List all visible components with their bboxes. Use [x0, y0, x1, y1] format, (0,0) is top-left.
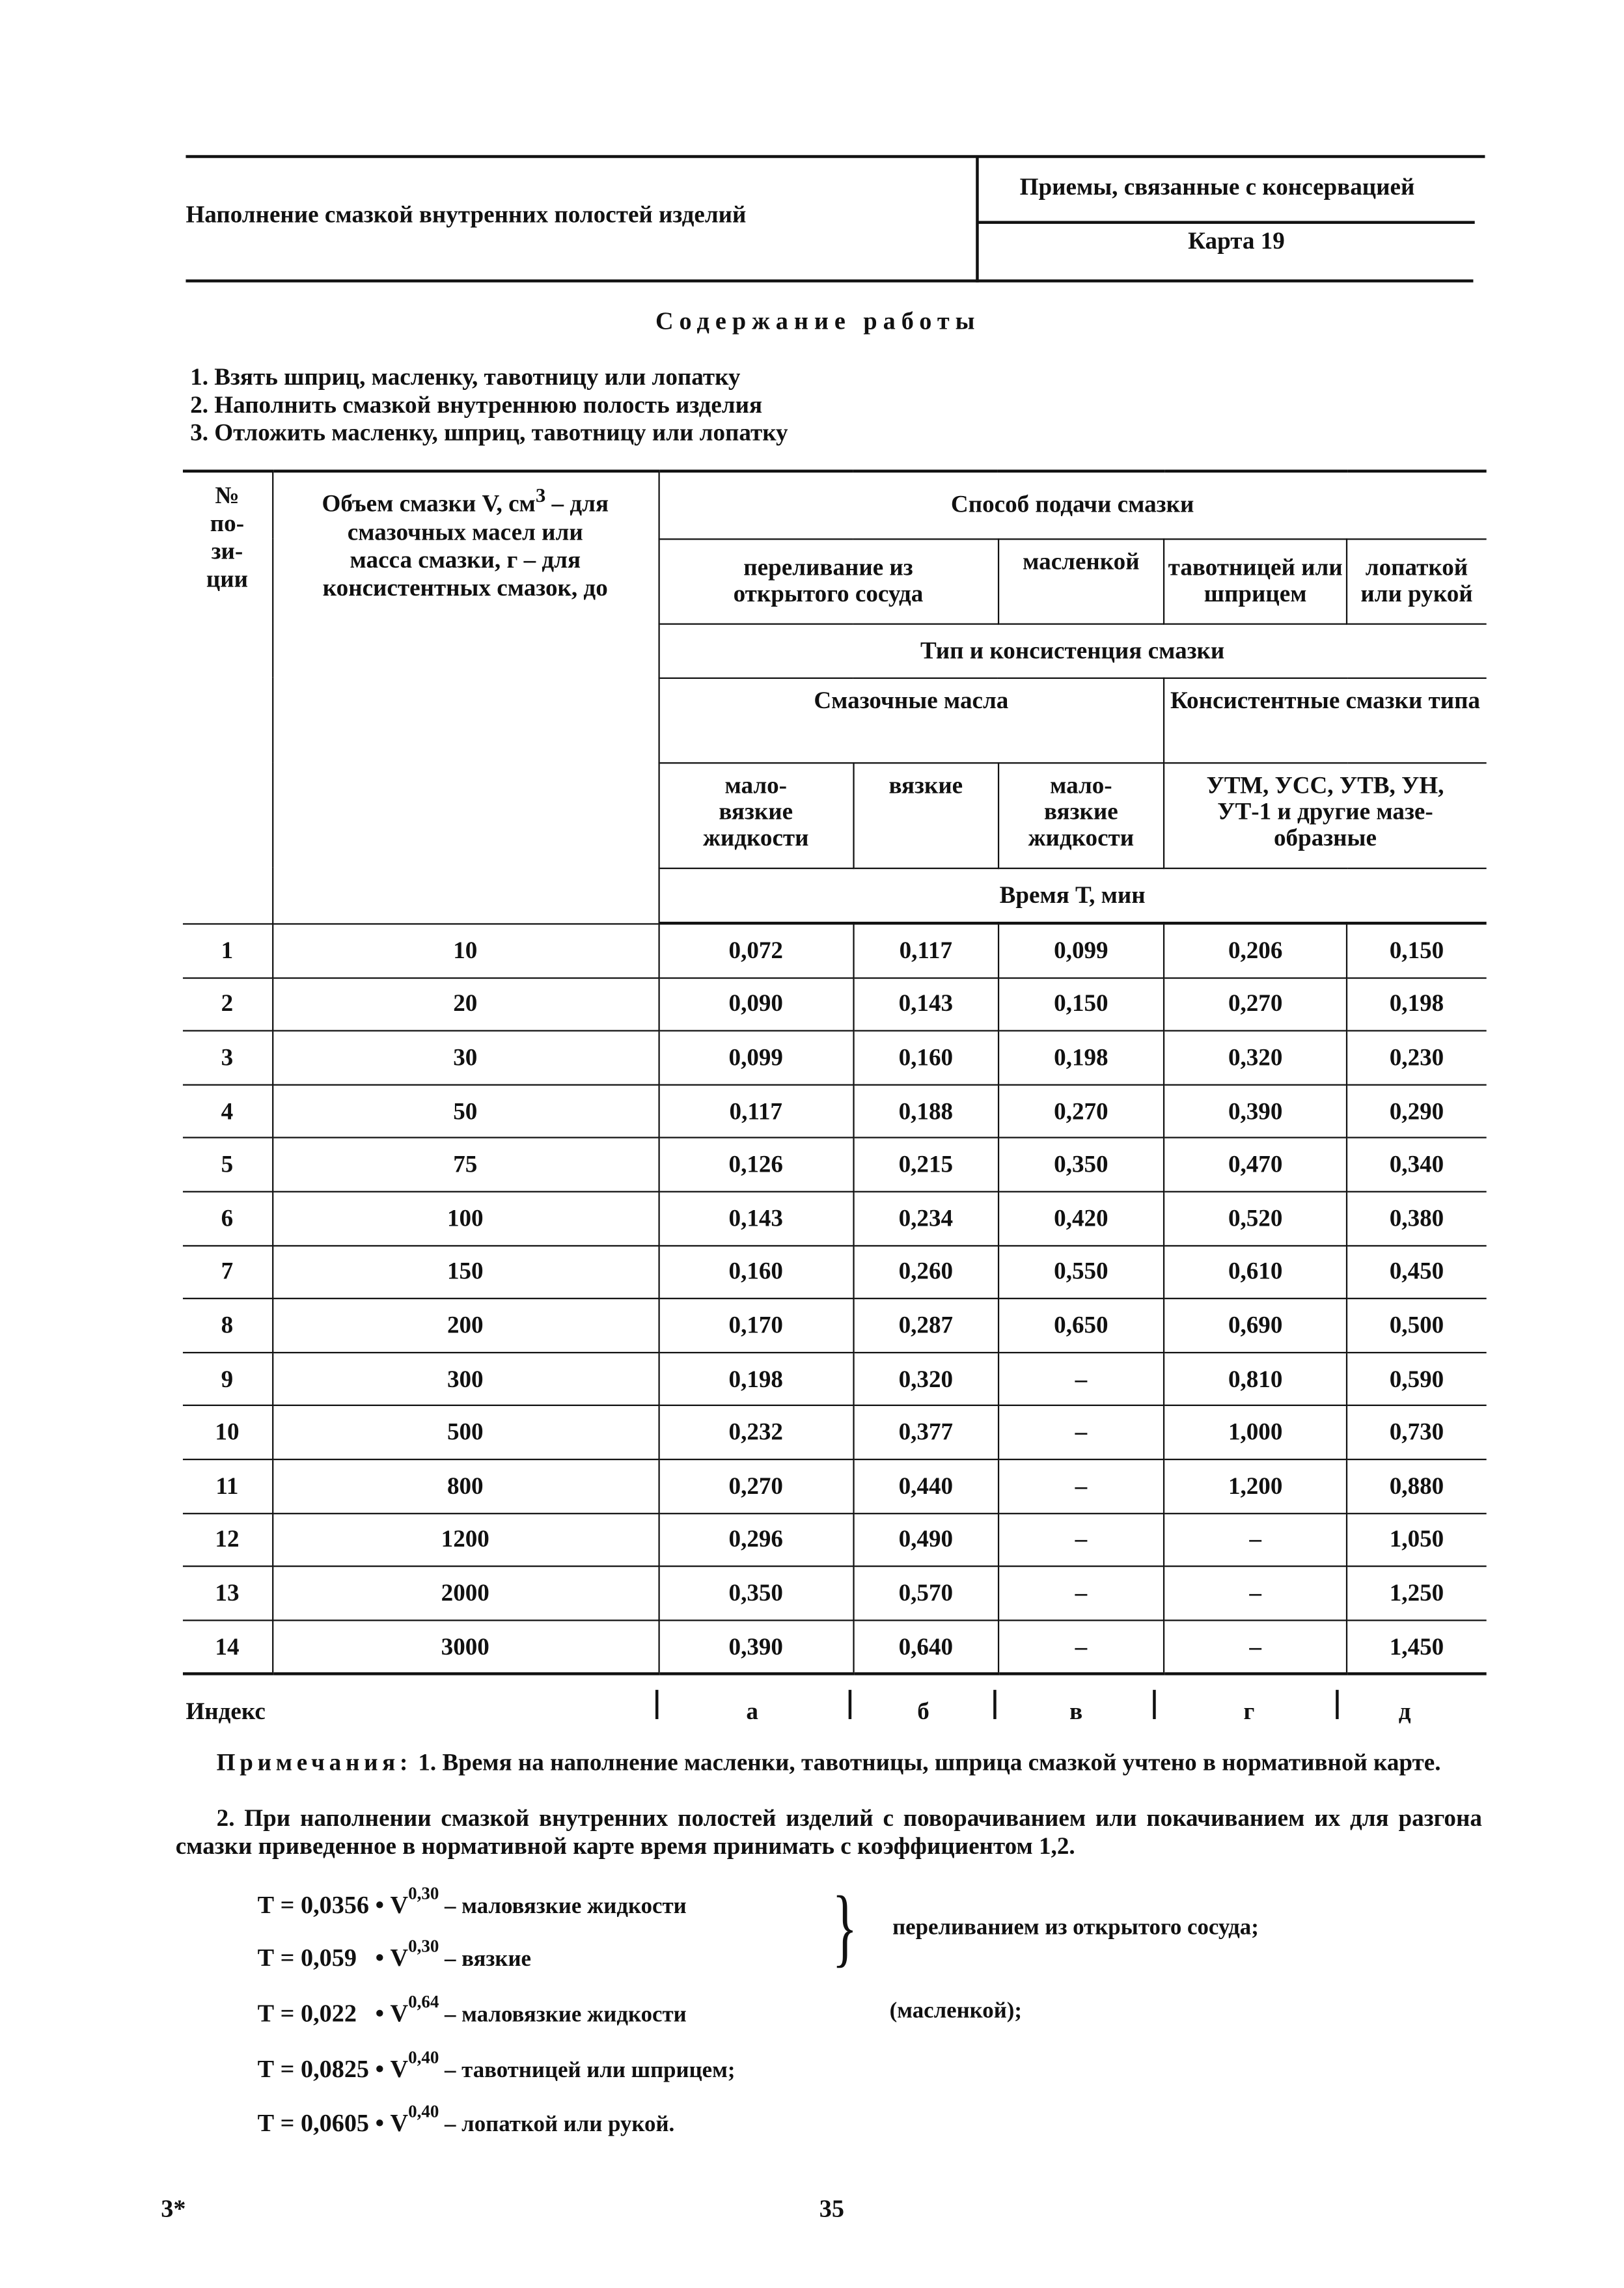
time-cell: 0,143 — [853, 978, 998, 1031]
time-cell: 0,377 — [853, 1406, 998, 1459]
position-cell: 6 — [183, 1192, 272, 1245]
work-heading: Содержание работы — [655, 307, 981, 335]
position-header-text: № по- зи- ции — [206, 481, 249, 593]
formula-group-1: переливанием из открытого сосуда; — [892, 1915, 1259, 1940]
formula-5 — [257, 2101, 675, 2138]
time-cell: 0,570 — [853, 1566, 998, 1620]
time-cell: 1,250 — [1347, 1566, 1486, 1620]
time-cell: 0,810 — [1164, 1352, 1347, 1405]
index-g: г — [1243, 1697, 1255, 1726]
subtype-text: мало- вязкие жидкости — [1028, 770, 1135, 851]
volume-cell: 75 — [272, 1138, 658, 1191]
time-cell: – — [1164, 1513, 1347, 1566]
index-divider — [1336, 1690, 1338, 1719]
header-top-rule — [186, 155, 1485, 158]
table-row — [183, 1031, 1486, 1084]
time-cell: 0,188 — [853, 1084, 998, 1138]
time-cell: 1,000 — [1164, 1406, 1347, 1459]
table-row — [183, 1299, 1486, 1352]
table-row — [183, 1192, 1486, 1245]
time-cell: 0,170 — [658, 1299, 853, 1352]
position-cell: 7 — [183, 1245, 272, 1299]
subtype-low-viscosity-2 — [998, 762, 1164, 868]
time-cell: 0,320 — [853, 1352, 998, 1405]
type-header: Тип и консистенция смазки — [658, 624, 1485, 678]
method-oiler: масленкой — [998, 538, 1164, 623]
formula-desc: – маловязкие жидкости — [439, 1894, 687, 1920]
time-cell: – — [998, 1459, 1164, 1513]
formula-exponent: 0,30 — [408, 1935, 439, 1957]
volume-cell: 100 — [272, 1192, 658, 1245]
table-row — [183, 1459, 1486, 1513]
position-cell: 3 — [183, 1031, 272, 1084]
volume-column-header — [272, 471, 658, 924]
volume-cell: 50 — [272, 1084, 658, 1138]
volume-cell: 200 — [272, 1299, 658, 1352]
time-cell: – — [998, 1406, 1164, 1459]
time-cell: – — [998, 1352, 1164, 1405]
note-1 — [176, 1750, 1482, 1777]
time-cell: 0,610 — [1164, 1245, 1347, 1299]
index-d: д — [1398, 1697, 1411, 1726]
subtype-viscous: вязкие — [853, 762, 998, 868]
position-cell: 5 — [183, 1138, 272, 1191]
formula-3 — [257, 1991, 687, 2029]
time-cell: – — [998, 1513, 1164, 1566]
table-row — [183, 1352, 1486, 1405]
formula-exponent: 0,40 — [408, 2101, 439, 2122]
time-cell: – — [998, 1620, 1164, 1674]
position-cell: 14 — [183, 1620, 272, 1674]
method-grease-gun: тавотницей или шприцем — [1164, 538, 1347, 623]
formula-desc: – вязкие — [439, 1946, 532, 1972]
subtype-text: УТМ, УСС, УТВ, УН, УТ-1 и другие мазе- образные — [1206, 770, 1444, 851]
greases-header: Консистентные смазки типа — [1164, 678, 1485, 762]
time-cell: 0,640 — [853, 1620, 998, 1674]
subtype-text: мало- вязкие жидкости — [703, 770, 809, 851]
table-row — [183, 923, 1486, 977]
index-b: б — [917, 1697, 929, 1726]
table-row — [183, 1138, 1486, 1191]
position-cell: 13 — [183, 1566, 272, 1620]
time-cell: 0,099 — [658, 1031, 853, 1084]
time-cell: 0,390 — [1164, 1084, 1347, 1138]
work-step: 1. Взять шприц, масленку, тавотницу или лопатку — [190, 363, 741, 391]
time-cell: 0,270 — [658, 1459, 853, 1513]
time-cell: 0,150 — [998, 978, 1164, 1031]
time-cell: 0,270 — [998, 1084, 1164, 1138]
time-cell: 0,520 — [1164, 1192, 1347, 1245]
time-cell: 0,234 — [853, 1192, 998, 1245]
table-row — [183, 1245, 1486, 1299]
table-row — [183, 1513, 1486, 1566]
time-cell: 0,198 — [998, 1031, 1164, 1084]
time-cell: 0,287 — [853, 1299, 998, 1352]
note-1-text: 1. Время на наполнение масленки, тавотницы, шприца смазкой учтено в нормативной карте. — [418, 1748, 1441, 1776]
formula-lhs: Т = 0,022 • V — [257, 1999, 409, 2028]
formula-lhs: Т = 0,059 • V — [257, 1944, 409, 1972]
position-cell: 12 — [183, 1513, 272, 1566]
card-title: Наполнение смазкой внутренних полостей изделий — [186, 200, 747, 228]
time-cell: 1,450 — [1347, 1620, 1486, 1674]
time-cell: 0,320 — [1164, 1031, 1347, 1084]
formula-lhs: Т = 0,0605 • V — [257, 2109, 409, 2138]
volume-cell: 800 — [272, 1459, 658, 1513]
table-row — [183, 978, 1486, 1031]
time-cell: 0,500 — [1347, 1299, 1486, 1352]
time-cell: 0,490 — [853, 1513, 998, 1566]
method-header: Способ подачи смазки — [658, 471, 1485, 538]
volume-cell: 3000 — [272, 1620, 658, 1674]
sheet-mark: 3* — [161, 2194, 186, 2223]
time-table — [183, 470, 1486, 1676]
time-cell: 0,160 — [658, 1245, 853, 1299]
position-column-header — [183, 471, 272, 924]
formula-1 — [257, 1882, 687, 1921]
note-2: 2. При наполнении смазкой внутренних полостей изделий с поворачиванием или покачиванием их для разгона смазки приведенное в нормативной карте время принимать с коэффициентом 1,2. — [175, 1804, 1482, 1859]
time-cell: – — [1164, 1620, 1347, 1674]
time-cell: 0,380 — [1347, 1192, 1486, 1245]
formula-group-2: (масленкой); — [889, 1998, 1022, 2024]
time-cell: 0,090 — [658, 978, 853, 1031]
work-steps — [190, 363, 788, 446]
volume-cell: 2000 — [272, 1566, 658, 1620]
position-cell: 1 — [183, 923, 272, 977]
time-cell: 0,230 — [1347, 1031, 1486, 1084]
time-cell: 0,117 — [658, 1084, 853, 1138]
header-divider — [976, 157, 978, 283]
formula-lhs: Т = 0,0825 • V — [257, 2055, 409, 2083]
position-cell: 10 — [183, 1406, 272, 1459]
time-cell: 0,232 — [658, 1406, 853, 1459]
brace-icon: } — [832, 1879, 858, 1976]
index-a: а — [746, 1697, 758, 1726]
time-cell: 0,340 — [1347, 1138, 1486, 1191]
time-cell: 0,590 — [1347, 1352, 1486, 1405]
time-cell: 0,450 — [1347, 1245, 1486, 1299]
time-cell: 0,160 — [853, 1031, 998, 1084]
table-row — [183, 1084, 1486, 1138]
time-cell: – — [1164, 1566, 1347, 1620]
work-step: 2. Наполнить смазкой внутреннюю полость изделия — [190, 391, 763, 419]
volume-cell: 300 — [272, 1352, 658, 1405]
time-cell: 0,420 — [998, 1192, 1164, 1245]
time-cell: 0,390 — [658, 1620, 853, 1674]
position-cell: 2 — [183, 978, 272, 1031]
formula-4 — [257, 2047, 736, 2084]
method-pour — [658, 538, 998, 623]
time-cell: 1,050 — [1347, 1513, 1486, 1566]
position-cell: 4 — [183, 1084, 272, 1138]
oils-header: Смазочные масла — [658, 678, 1164, 762]
position-cell: 8 — [183, 1299, 272, 1352]
volume-header-sup: 3 — [535, 484, 546, 506]
formula-exponent: 0,64 — [408, 1991, 439, 2012]
time-cell: 0,550 — [998, 1245, 1164, 1299]
time-cell: 0,880 — [1347, 1459, 1486, 1513]
card-category: Приемы, связанные с консервацией — [1019, 172, 1415, 200]
time-cell: 0,198 — [658, 1352, 853, 1405]
position-cell: 11 — [183, 1459, 272, 1513]
time-cell: 0,690 — [1164, 1299, 1347, 1352]
time-cell: 0,350 — [998, 1138, 1164, 1191]
time-cell: 0,117 — [853, 923, 998, 977]
time-cell: 0,296 — [658, 1513, 853, 1566]
volume-header-rest: – для смазочных масел или масса смазки, г – для консистентных смазок, до — [322, 489, 609, 601]
time-cell: 0,143 — [658, 1192, 853, 1245]
notes-label: Примечания: — [216, 1748, 413, 1776]
index-label: Индекс — [186, 1697, 266, 1726]
index-divider — [1153, 1690, 1155, 1719]
time-cell: 0,350 — [658, 1566, 853, 1620]
header-mid-rule — [977, 221, 1474, 223]
formula-2 — [257, 1935, 532, 1973]
subtype-greases — [1164, 762, 1485, 868]
time-cell: 1,200 — [1164, 1459, 1347, 1513]
index-divider — [993, 1690, 995, 1719]
volume-cell: 10 — [272, 923, 658, 977]
volume-cell: 150 — [272, 1245, 658, 1299]
formula-exponent: 0,30 — [408, 1882, 439, 1904]
volume-cell: 30 — [272, 1031, 658, 1084]
time-cell: 0,260 — [853, 1245, 998, 1299]
time-cell: 0,730 — [1347, 1406, 1486, 1459]
header-bottom-rule — [186, 279, 1473, 282]
formula-desc: – маловязкие жидкости — [439, 2002, 687, 2028]
time-cell: 0,290 — [1347, 1084, 1486, 1138]
time-cell: 0,072 — [658, 923, 853, 977]
volume-cell: 20 — [272, 978, 658, 1031]
formula-desc: – тавотницей или шприцем; — [439, 2058, 736, 2083]
index-divider — [849, 1690, 851, 1719]
formula-exponent: 0,40 — [408, 2047, 439, 2067]
table-row — [183, 1620, 1486, 1674]
time-header: Время Т, мин — [658, 868, 1485, 923]
volume-cell: 500 — [272, 1406, 658, 1459]
method-spatula: лопаткой или рукой — [1347, 538, 1486, 623]
formula-desc: – лопаткой или рукой. — [439, 2112, 675, 2138]
subtype-low-viscosity — [658, 762, 853, 868]
time-cell: 0,126 — [658, 1138, 853, 1191]
time-cell: 0,440 — [853, 1459, 998, 1513]
time-cell: 0,198 — [1347, 978, 1486, 1031]
time-cell: 0,150 — [1347, 923, 1486, 977]
volume-cell: 1200 — [272, 1513, 658, 1566]
volume-header-text: Объем смазки V, см — [322, 489, 536, 517]
page-number: 35 — [819, 2194, 844, 2223]
method-pour-text: переливание из открытого сосуда — [733, 553, 924, 607]
time-cell: – — [998, 1566, 1164, 1620]
time-cell: 0,270 — [1164, 978, 1347, 1031]
time-cell: 0,206 — [1164, 923, 1347, 977]
index-divider — [655, 1690, 657, 1719]
time-cell: 0,470 — [1164, 1138, 1347, 1191]
time-cell: 0,215 — [853, 1138, 998, 1191]
time-cell: 0,650 — [998, 1299, 1164, 1352]
work-step: 3. Отложить масленку, шприц, тавотницу или лопатку — [190, 418, 788, 447]
table-row — [183, 1566, 1486, 1620]
table-row — [183, 1406, 1486, 1459]
card-number: Карта 19 — [1188, 227, 1285, 255]
formula-lhs: Т = 0,0356 • V — [257, 1891, 409, 1920]
position-cell: 9 — [183, 1352, 272, 1405]
time-cell: 0,099 — [998, 923, 1164, 977]
index-v: в — [1069, 1697, 1083, 1726]
